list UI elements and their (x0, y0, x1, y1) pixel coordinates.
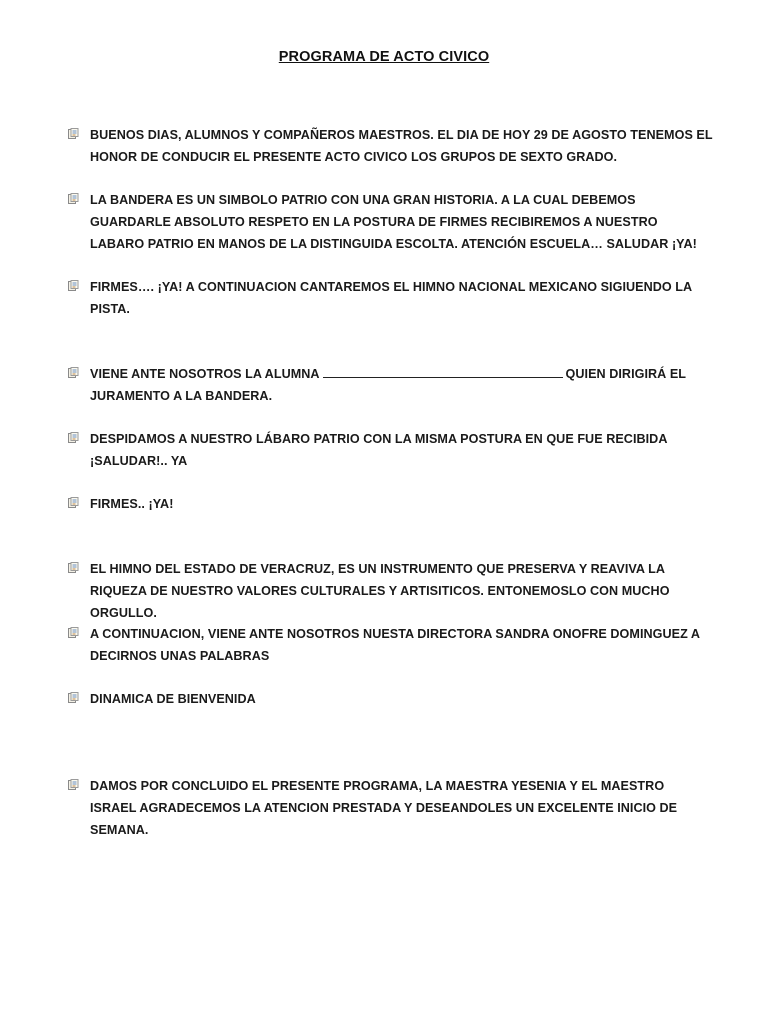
page-title: PROGRAMA DE ACTO CIVICO (278, 49, 490, 65)
list-item (68, 558, 713, 624)
item-text: FIRMES…. ¡YA! A CONTINUACION CANTAREMOS EL HIMNO NACIONAL MEXICANO SIGIUENDO LA PISTA. (90, 280, 692, 316)
item-text: BUENOS DIAS, ALUMNOS Y COMPAÑEROS MAESTROS. EL DIA DE HOY 29 DE AGOSTO TENEMOS EL HONOR DE CONDUCIR EL PRESENTE ACTO CIVICO LOS GRUPOS DE SEXTO GRADO. (90, 128, 713, 164)
document-bullet-icon (68, 692, 79, 703)
list-item (68, 189, 713, 255)
list-item (68, 688, 713, 710)
list-item (68, 428, 713, 472)
document-bullet-icon (68, 779, 79, 790)
item-text-after: QUIEN DIRIGIRÁ EL JURAMENTO A LA BANDERA. (90, 367, 686, 403)
list-item (68, 276, 713, 320)
item-text: DAMOS POR CONCLUIDO EL PRESENTE PROGRAMA, LA MAESTRA YESENIA Y EL MAESTRO ISRAEL AGRADECEMOS LA ATENCION PRESTADA Y DESEANDOLES UN EXCELENTE INICIO DE SEMANA. (90, 779, 678, 837)
item-text: DINAMICA DE BIENVENIDA (90, 692, 256, 706)
name-blank-line (323, 365, 563, 378)
item-text (90, 363, 713, 407)
item-text: EL HIMNO DEL ESTADO DE VERACRUZ, ES UN INSTRUMENTO QUE PRESERVA Y REAVIVA LA RIQUEZA DE NUESTRO VALORES CULTURALES Y ARTISITICOS. ENTONEMOSLO CON MUCHO ORGULLO. (90, 562, 670, 620)
document-bullet-icon (68, 432, 79, 443)
list-item (68, 363, 713, 407)
document-bullet-icon (68, 627, 79, 638)
item-text: A CONTINUACION, VIENE ANTE NOSOTROS NUESTA DIRECTORA SANDRA ONOFRE DOMINGUEZ A DECIRNOS UNAS PALABRAS (90, 627, 700, 663)
document-bullet-icon (68, 280, 79, 291)
document-bullet-icon (68, 367, 79, 378)
list-item (68, 775, 713, 841)
document-bullet-icon (68, 193, 79, 204)
document-bullet-icon (68, 128, 79, 139)
item-text: DESPIDAMOS A NUESTRO LÁBARO PATRIO CON LA MISMA POSTURA EN QUE FUE RECIBIDA ¡SALUDAR!.. YA (90, 432, 668, 468)
item-text: LA BANDERA ES UN SIMBOLO PATRIO CON UNA GRAN HISTORIA. A LA CUAL DEBEMOS GUARDARLE ABSOLUTO RESPETO EN LA POSTURA DE FIRMES RECIBIREMOS A NUESTRO LABARO PATRIO EN MANOS DE LA DISTINGUIDA ESCOLTA. ATENCIÓN ESCUELA… SALUDAR ¡YA! (90, 193, 697, 251)
list-item (68, 493, 713, 515)
item-text: FIRMES.. ¡YA! (90, 497, 174, 511)
document-bullet-icon (68, 562, 79, 573)
item-text-before: VIENE ANTE NOSOTROS LA ALUMNA (90, 367, 320, 381)
list-item (68, 623, 713, 667)
document-bullet-icon (68, 497, 79, 508)
list-item (68, 124, 713, 168)
